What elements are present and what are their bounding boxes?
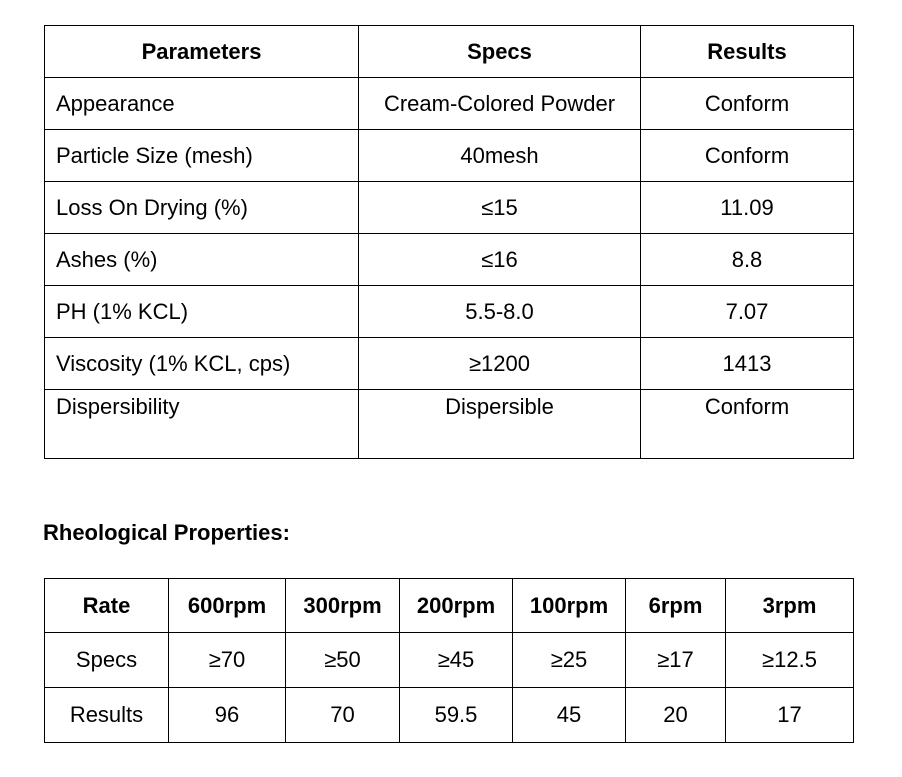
result-cell: Conform: [641, 78, 854, 130]
parameter-cell: PH (1% KCL): [45, 286, 359, 338]
value-cell: ≥17: [626, 633, 726, 688]
table-header-row: [45, 579, 854, 633]
column-header-3rpm: 3rpm: [726, 579, 854, 633]
column-header-rate: Rate: [45, 579, 169, 633]
parameter-cell: Dispersibility: [45, 390, 359, 459]
spec-cell: 5.5-8.0: [359, 286, 641, 338]
value-cell: 20: [626, 688, 726, 743]
value-cell: 96: [169, 688, 286, 743]
spec-cell: ≤16: [359, 234, 641, 286]
column-header-specs: Specs: [359, 26, 641, 78]
result-cell: Conform: [641, 130, 854, 182]
parameter-cell: Viscosity (1% KCL, cps): [45, 338, 359, 390]
table-header-row: [45, 26, 854, 78]
value-cell: ≥45: [400, 633, 513, 688]
value-cell: ≥12.5: [726, 633, 854, 688]
value-cell: 45: [513, 688, 626, 743]
spec-cell: 40mesh: [359, 130, 641, 182]
table-row: [45, 633, 854, 688]
column-header-200rpm: 200rpm: [400, 579, 513, 633]
result-cell: 7.07: [641, 286, 854, 338]
table-row: [45, 390, 854, 459]
value-cell: 70: [286, 688, 400, 743]
spec-cell: ≤15: [359, 182, 641, 234]
column-header-parameters: Parameters: [45, 26, 359, 78]
result-cell: 1413: [641, 338, 854, 390]
column-header-600rpm: 600rpm: [169, 579, 286, 633]
table-row: [45, 286, 854, 338]
column-header-300rpm: 300rpm: [286, 579, 400, 633]
specifications-table: [44, 25, 854, 459]
spec-cell: ≥1200: [359, 338, 641, 390]
parameter-cell: Loss On Drying (%): [45, 182, 359, 234]
value-cell: ≥50: [286, 633, 400, 688]
column-header-results: Results: [641, 26, 854, 78]
column-header-6rpm: 6rpm: [626, 579, 726, 633]
parameter-cell: Ashes (%): [45, 234, 359, 286]
row-label-specs: Specs: [45, 633, 169, 688]
table-row: [45, 78, 854, 130]
spec-cell: Dispersible: [359, 390, 641, 459]
parameter-cell: Appearance: [45, 78, 359, 130]
result-cell: 8.8: [641, 234, 854, 286]
value-cell: 59.5: [400, 688, 513, 743]
rheological-properties-heading: Rheological Properties:: [43, 520, 290, 545]
value-cell: ≥25: [513, 633, 626, 688]
value-cell: 17: [726, 688, 854, 743]
row-label-results: Results: [45, 688, 169, 743]
column-header-100rpm: 100rpm: [513, 579, 626, 633]
rheological-properties-table: [44, 578, 854, 743]
parameter-cell: Particle Size (mesh): [45, 130, 359, 182]
table-row: [45, 130, 854, 182]
table-row: [45, 182, 854, 234]
spec-cell: Cream-Colored Powder: [359, 78, 641, 130]
table-row: [45, 688, 854, 743]
value-cell: ≥70: [169, 633, 286, 688]
result-cell: 11.09: [641, 182, 854, 234]
result-cell: Conform: [641, 390, 854, 459]
table-row: [45, 234, 854, 286]
table-row: [45, 338, 854, 390]
